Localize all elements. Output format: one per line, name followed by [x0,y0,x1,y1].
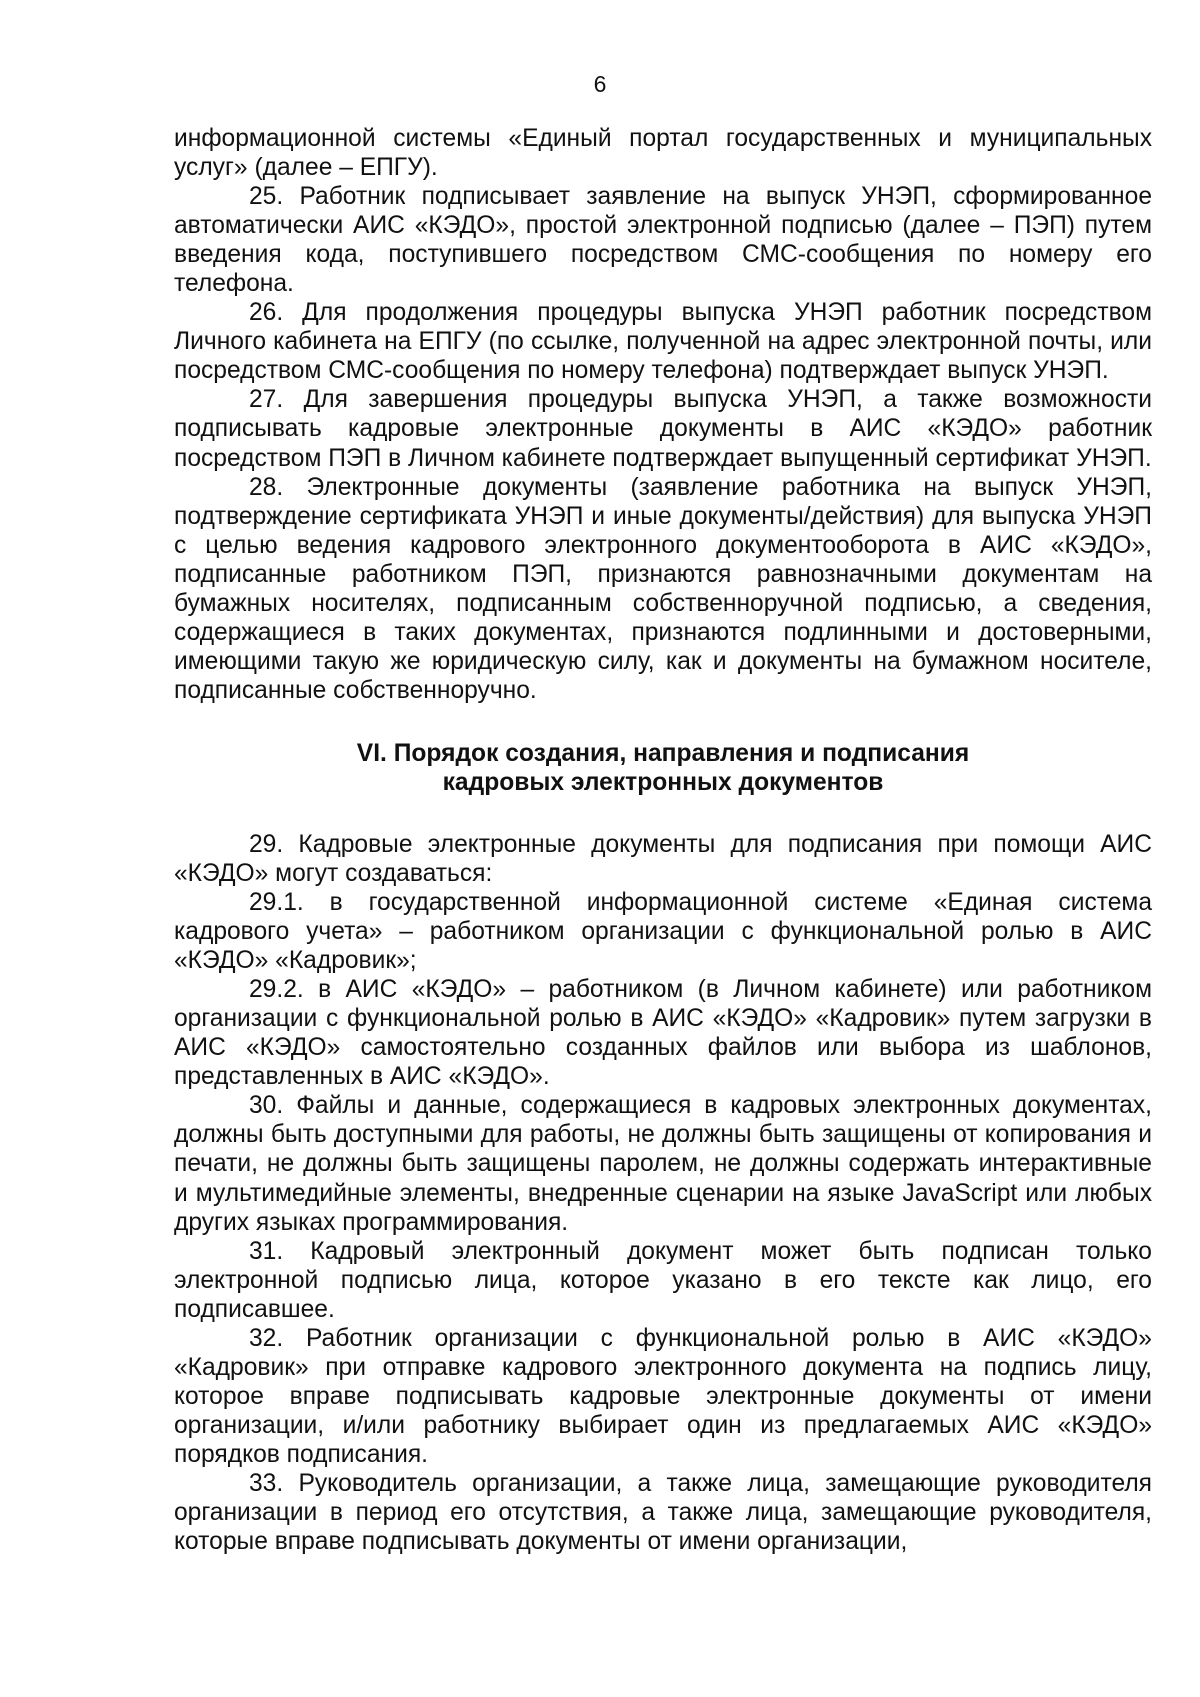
paragraph-26: 26. Для продолжения процедуры выпуска УНЭП работник посредством Личного кабинета на ЕПГУ (по ссылке, полученной на адрес электронной почты, или посредством СМС-сообщения по номеру телефона) подтверждает выпуск УНЭП. [174,299,1152,385]
paragraph-28: 28. Электронные документы (заявление работника на выпуск УНЭП, подтверждение сертификата УНЭП и иные документы/действия) для выпуска УНЭП с целью ведения кадрового электронного документооборота в АИС «КЭДО», подписанные работником ПЭП, признаются равнозначными документам на бумажных носителях, подписанным собственноручной подписью, а сведения, содержащиеся в таких документах, признаются подлинными и достоверными, имеющими такую же юридическую силу, как и документы на бумажном носителе, подписанные собственноручно. [174,473,1152,704]
paragraph-29-2: 29.2. в АИС «КЭДО» – работником (в Личном кабинете) или работником организации с функциональной ролью в АИС «КЭДО» «Кадровик» путем загрузки в АИС «КЭДО» самостоятельно созданных файлов или выбора из шаблонов, представленных в АИС «КЭДО». [174,976,1152,1091]
paragraph-25: 25. Работник подписывает заявление на выпуск УНЭП, сформированное автоматически АИС «КЭДО», простой электронной подписью (далее – ПЭП) путем введения кода, поступившего посредством СМС-сообщения по номеру его телефона. [174,183,1152,298]
paragraph-31: 31. Кадровый электронный документ может быть подписан только электронной подписью лица, которое указано в его тексте как лицо, его подписавшее. [174,1237,1152,1323]
section-heading-line-2: кадровых электронных документов [442,768,884,796]
paragraph-29: 29. Кадровые электронные документы для подписания при помощи АИС «КЭДО» могут создаваться: [174,830,1152,887]
section-heading-line-1: VI. Порядок создания, направления и подписания [356,739,970,767]
paragraph-27: 27. Для завершения процедуры выпуска УНЭП, а также возможности подписывать кадровые электронные документы в АИС «КЭДО» работник посредством ПЭП в Личном кабинете подтверждает выпущенный сертификат УНЭП. [174,386,1152,472]
paragraph-29-1: 29.1. в государственной информационной системе «Единая система кадрового учета» – работником организации с функциональной ролью в АИС «КЭДО» «Кадровик»; [174,889,1152,975]
paragraph-33: 33. Руководитель организации, а также лица, замещающие руководителя организации в период его отсутствия, а также лица, замещающие руководителя, которые вправе подписывать документы от имени организации, [174,1469,1152,1556]
page-number: 6 [593,71,607,97]
paragraph-30: 30. Файлы и данные, содержащиеся в кадровых электронных документах, должны быть доступными для работы, не должны быть защищены от копирования и печати, не должны быть защищены паролем, не должны содержать интерактивные и мультимедийные элементы, внедренные сценарии на языке JavaScript или любых других языках программирования. [174,1092,1152,1236]
paragraph-continuation: информационной системы «Единый портал государственных и муниципальных услуг» (далее – ЕПГУ). [174,125,1152,182]
document-body [174,124,1152,1556]
section-heading [174,739,1152,797]
paragraph-32: 32. Работник организации с функциональной ролью в АИС «КЭДО» «Кадровик» при отправке кадрового электронного документа на подпись лицу, которое вправе подписывать кадровые электронные документы от имени организации, и/или работнику выбирает один из предлагаемых АИС «КЭДО» порядков подписания. [174,1324,1152,1468]
